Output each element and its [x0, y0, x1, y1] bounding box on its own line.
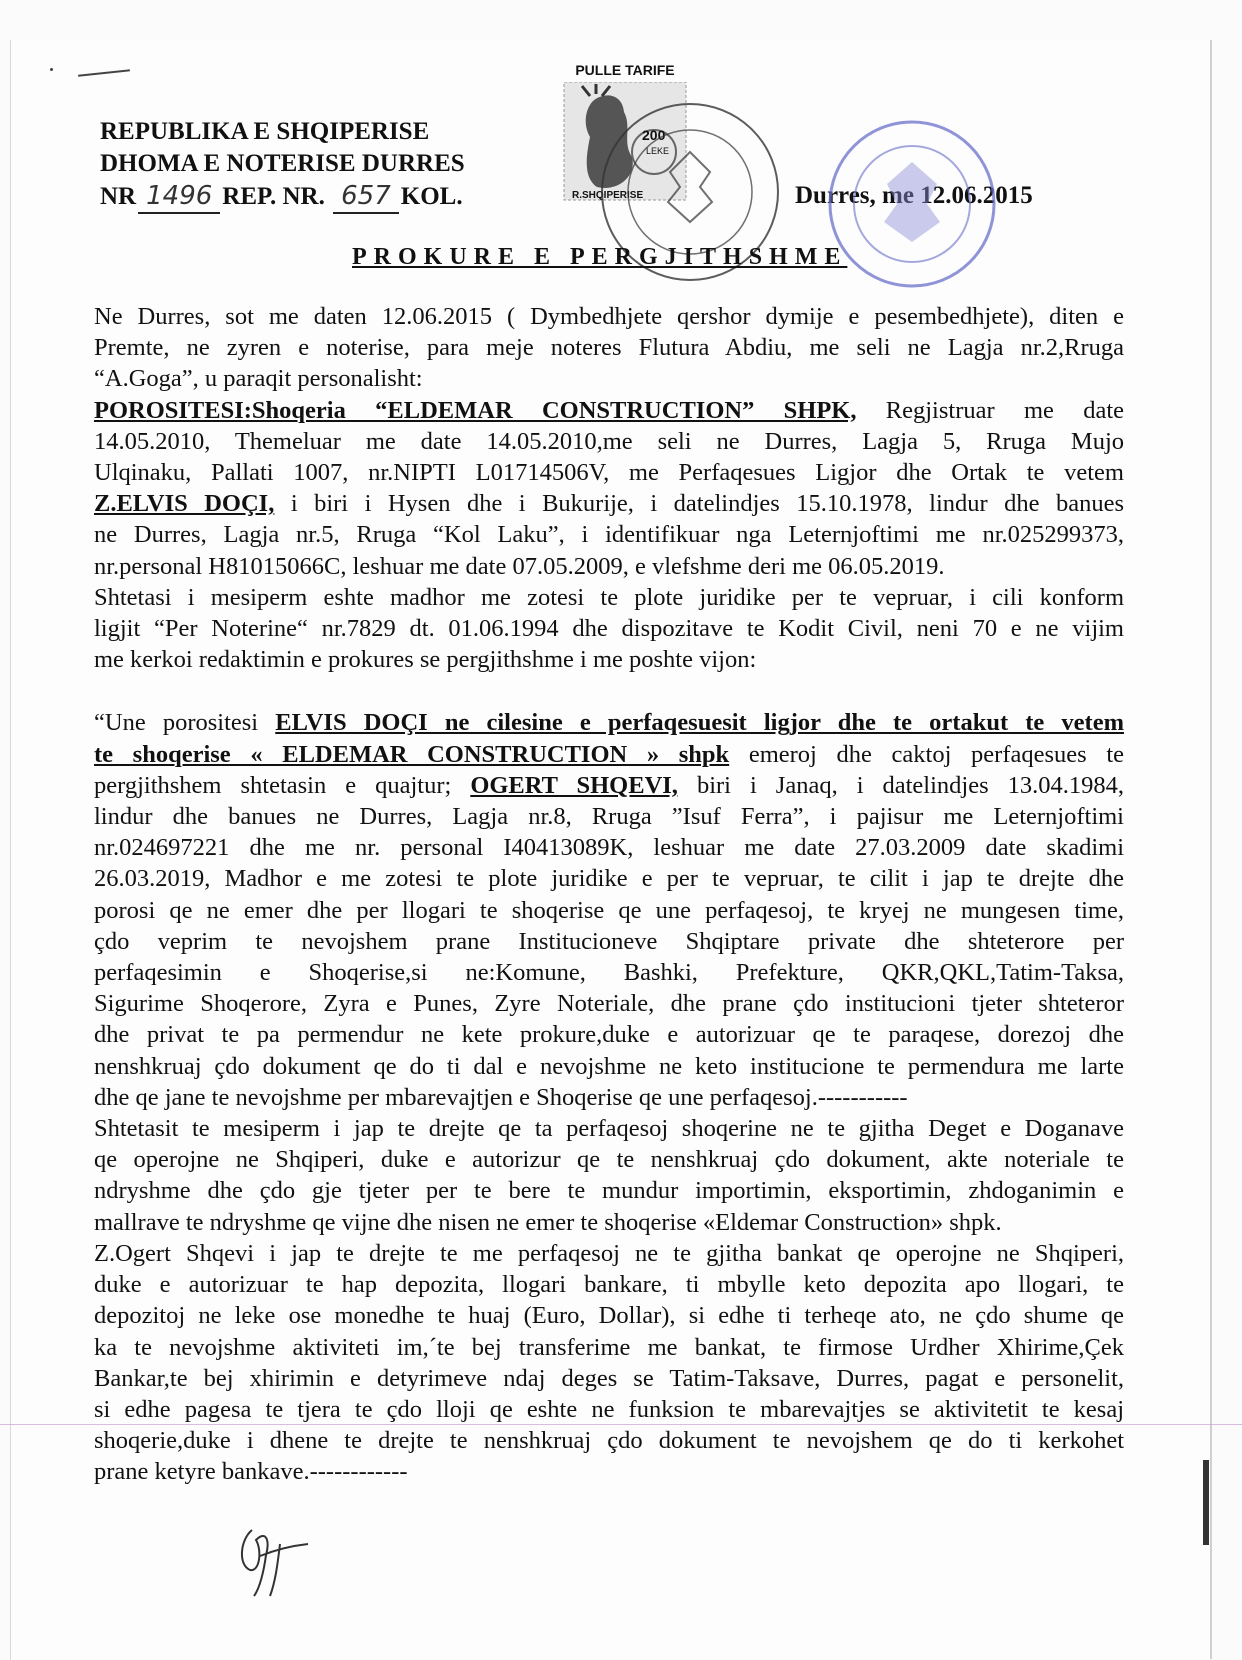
quote-line: [94, 739, 1124, 770]
document-date: Durres, me 12.06.2015: [795, 182, 1033, 209]
body-line: Sigurime Shoqerore, Zyra e Punes, Zyre Noteriale, dhe prane çdo institucioni tjeter shteteror: [94, 990, 1124, 1018]
document-title: PROKURE E PERGJITHSHME: [352, 244, 848, 270]
body-line: duke e autorizuar te hap depozita, llogari bankare, ti mbylle keto depozita apo llogari, te: [94, 1271, 1124, 1299]
body-line: dhe privat te pa permendur ne kete prokure,duke e autorizuar qe te paraqese, dorezoj dhe: [94, 1021, 1124, 1049]
body-line: 26.03.2019, Madhor e me zotesi te plote juridike e per te vepruar, te cilit i jap te drejte dhe: [94, 865, 1124, 893]
body-line: dhe qe jane te nevojshme per mbarevajtjen e Shoqerise qe une perfaqesoj.-----------: [94, 1083, 908, 1111]
body-line: ka te nevojshme aktiviteti im,´te bej transferime me bankat, te firmose Urdher Xhirime,Çek: [94, 1333, 1124, 1361]
body-line: shoqerie,duke i dhene te drejte te nenshkruaj çdo dokument te nevojshem qe do ti kerkohet: [94, 1427, 1124, 1455]
header-numbers: [100, 180, 463, 214]
body-line: “A.Goga”, u paraqit personalisht:: [94, 365, 423, 393]
body-line: çdo veprim te nevojshem prane Institucioneve Shqiptare private dhe shteterore per: [94, 927, 1124, 955]
body-line: depozitoj ne leke ose monedhe te huaj (Euro, Dollar), si edhe ti terheqe ato, ne çdo shume qe: [94, 1302, 1124, 1330]
quote-bold: ELVIS DOÇI ne cilesine e perfaqesuesit ligjor dhe te ortakut te vetem: [275, 709, 1124, 737]
nr-handwritten: 1496: [138, 180, 220, 214]
attorney-name: OGERT SHQEVI,: [470, 771, 678, 799]
principal-company: POROSITESI:Shoqeria “ELDEMAR CONSTRUCTION” SHPK,: [94, 396, 857, 424]
header-republic: REPUBLIKA E SHQIPERISE: [100, 118, 430, 145]
body-line: prane ketyre bankave.------------: [94, 1458, 408, 1486]
page-edge: [1210, 40, 1212, 1659]
body-line: Ne Durres, sot me daten 12.06.2015 ( Dymbedhjete qershor dymije e pesembedhjete), diten e: [94, 303, 1124, 330]
body-line: me kerkoi redaktimin e prokures se pergjithshme i me poshte vijon:: [94, 646, 757, 674]
stamp-country: R.SHQIPERISE: [572, 190, 644, 201]
attorney-intro: pergjithshem shtetasin e quajtur;: [94, 771, 452, 799]
rep-label: REP. NR.: [222, 183, 325, 210]
quote-rest: emeroj dhe caktoj perfaqesues te: [748, 740, 1125, 768]
body-line: mallrave te ndryshme qe vijne dhe nisen ne emer te shoqerise «Eldemar Construction» shpk.: [94, 1208, 1002, 1236]
nr-label: NR: [100, 183, 137, 210]
quote-start: “Une porositesi: [94, 709, 259, 737]
body-line: si edhe pagesa te tjera te çdo lloji qe eshte ne funksion te mbarevajtjes se aktivitetit te kesaj: [94, 1395, 1124, 1423]
body-line: ndryshme dhe çdo gje tjeter per te bere te mundur importimin, eksportimin, zhdoganimin e: [94, 1177, 1124, 1205]
signature: [230, 1510, 320, 1600]
body-line: nr.024697221 dhe me nr. personal I40413089K, leshuar me date 27.03.2009 date skadimi: [94, 834, 1124, 862]
document-body: [94, 301, 1124, 1488]
header-chamber: DHOMA E NOTERISE DURRES: [100, 150, 465, 177]
quote-line: [94, 707, 1124, 738]
attorney-line: [94, 770, 1124, 801]
scan-line: [0, 1424, 1242, 1425]
notary-seal-blue: [822, 104, 1002, 304]
body-line: ne Durres, Lagja nr.5, Rruga “Kol Laku”, i identifikuar nga Leternjoftimi me nr.025299373,: [94, 521, 1124, 549]
kol-label: KOL.: [400, 183, 463, 210]
scrollbar-thumb[interactable]: [1203, 1460, 1209, 1545]
principal-line: [94, 395, 1124, 426]
body-line: porosi qe ne emer dhe per llogari te shoqerise qe une perfaqesoj, te kryej ne mungesen time,: [94, 896, 1124, 924]
body-line: nenshkruaj çdo dokument qe do ti dal e nevojshme ne keto institucione te permendura me larte: [94, 1052, 1124, 1080]
attorney-details: biri i Janaq, i datelindjes 13.04.1984,: [696, 771, 1125, 799]
body-line: Shtetasi i mesiperm eshte madhor me zotesi te plote juridike per te vepruar, i cili konform: [94, 583, 1124, 611]
body-line: 14.05.2010, Themeluar me date 14.05.2010,me seli ne Durres, Lagja 5, Rruga Mujo: [94, 427, 1124, 455]
body-line: perfaqesimin e Shoqerise,si ne:Komune, Bashki, Prefekture, QKR,QKL,Tatim-Taksa,: [94, 959, 1124, 987]
body-line: Z.Ogert Shqevi i jap te drejte te me perfaqesoj ne te gjitha bankat qe operojne ne Shqiperi,: [94, 1239, 1124, 1267]
rep-handwritten: 657: [333, 180, 399, 214]
body-line: Shtetasit te mesiperm i jap te drejte qe ta perfaqesoj shoqerine ne te gjitha Deget e Doganave: [94, 1115, 1124, 1143]
stamp-value: 200: [642, 127, 666, 143]
stamp-currency: LEKE: [646, 146, 670, 156]
body-line: ligjit “Per Noterine“ nr.7829 dt. 01.06.1994 dhe dispozitave te Kodit Civil, neni 70 e ne vijim: [94, 615, 1124, 643]
paragraph-gap: [94, 675, 1124, 707]
body-line: lindur dhe banues ne Durres, Lagja nr.8, Rruga ”Isuf Ferra”, i pajisur me Leternjoftimi: [94, 803, 1124, 831]
principal-details: i biri i Hysen dhe i Bukurije, i datelindjes 15.10.1978, lindur dhe banues: [290, 490, 1125, 518]
body-line: nr.personal H81015066C, leshuar me date 07.05.2009, e vlefshme deri me 06.05.2019.: [94, 552, 945, 580]
pen-mark: [50, 68, 53, 71]
body-line: Bankar,te bej xhirimin e detyrimeve ndaj deges se Tatim-Taksave, Durres, pagat e personelit,: [94, 1364, 1124, 1392]
body-line: Premte, ne zyren e noterise, para meje noteres Flutura Abdiu, me seli ne Lagja nr.2,Rruga: [94, 334, 1124, 362]
stamp-label: PULLE TARIFE: [575, 62, 675, 78]
principal-name: Z.ELVIS DOÇI,: [94, 490, 275, 518]
quote-company: te shoqerise « ELDEMAR CONSTRUCTION » shpk: [94, 740, 730, 768]
principal-rep-line: [94, 488, 1124, 519]
body-line: Ulqinaku, Pallati 1007, nr.NIPTI L01714506V, me Perfaqesues Ligjor dhe Ortak te vetem: [94, 459, 1124, 487]
registered-text: Regjistruar me date: [885, 396, 1124, 424]
body-line: qe operojne ne Shqiperi, duke e autorizur qe te nenshkruaj çdo dokument, akte noteriale te: [94, 1146, 1124, 1174]
